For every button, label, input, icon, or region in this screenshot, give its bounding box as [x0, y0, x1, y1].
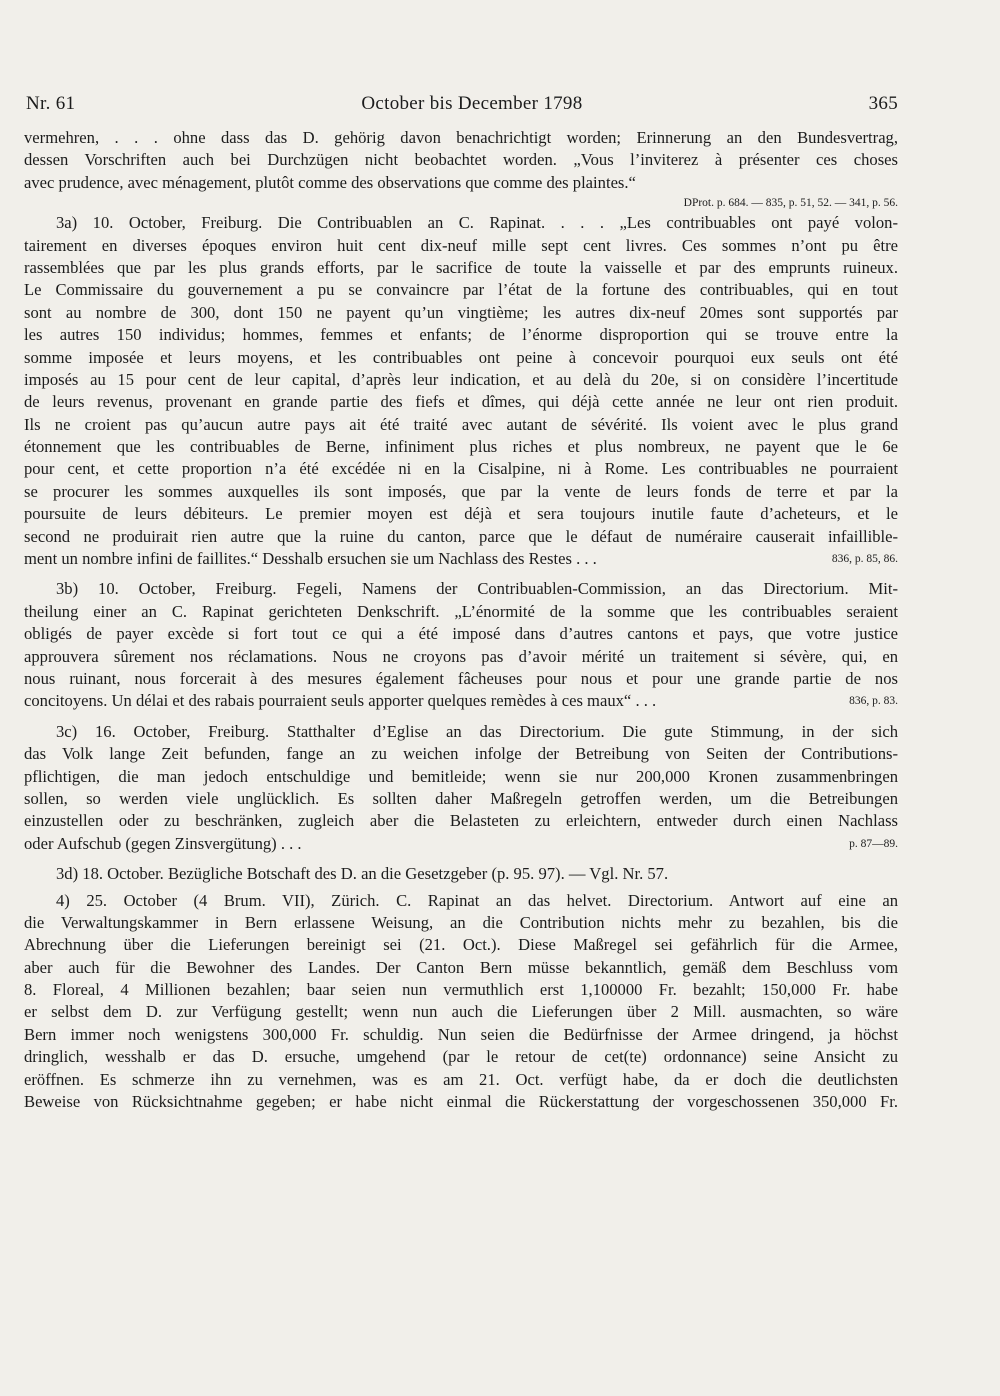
text-line: einzustellen oder zu beschränken, zugleich aber die Belasteten zu erleichtern, entweder durch einen Nachlass	[24, 811, 898, 831]
text-line: concitoyens. Un délai et des rabais pourraient seuls apporter quelques remèdes à ces maux“ . . .	[24, 691, 657, 711]
text-line: de leurs revenus, provenant en grande partie des fiefs et dîmes, qui déjà cette année ne leur ont rien produit.	[24, 392, 898, 412]
text-line: dessen Vorschriften auch bei Durchzügen nicht beobachtet worden. „Vous l’inviterez à présenter ces choses	[24, 150, 898, 170]
text-line-with-reference	[24, 833, 898, 855]
entry-3b	[24, 578, 898, 712]
text-line: rassemblées que par les plus grands efforts, par le sacrifice de toute la vaisselle et par des emprunts ruineux.	[24, 257, 898, 277]
text-line: pour cent, et cette proportion n’a été excédée ni en la Cisalpine, ni à Rome. Les contribuables ne pourraient	[24, 459, 898, 479]
text-line: die Verwaltungskammer in Bern erlassene Weisung, an die Contribution nichts mehr zu bezahlen, bis die	[24, 912, 898, 932]
text-line: nous ruinant, nous forcerait à des mesures également fâcheuses pour nous et pour une grande partie de nos	[24, 668, 898, 688]
text-line: les autres 150 individus; hommes, femmes et enfants; de l’énorme disproportion qui se trouve entre la	[24, 325, 898, 345]
text-line: Le Commissaire du gouvernement a pu se convaincre par l’état de la fortune des contribuables, qui en tout	[24, 280, 898, 300]
source-reference: 836, p. 83.	[849, 695, 898, 708]
source-reference: DProt. p. 684. — 835, p. 51, 52. — 341, p. 56.	[683, 197, 898, 210]
text-line: Abrechnung über die Lieferungen bereinigt sei (21. Oct.). Diese Maßregel sei gefährlich für die Armee,	[24, 935, 898, 955]
text-line: er selbst dem D. zur Verfügung gestellt; wenn nun auch die Lieferungen über 2 Mill. ausmachten, so wäre	[24, 1002, 898, 1022]
entry-3c	[24, 721, 898, 855]
text-line: Ils ne croient pas qu’aucun autre pays ait été traité avec autant de sévérité. Ils voient avec le plus grand	[24, 414, 898, 434]
text-line: aber auch für die Bewohner des Landes. Der Canton Bern müsse bekanntlich, gemäß dem Beschluss vom	[24, 957, 898, 977]
source-reference: p. 87—89.	[849, 837, 898, 850]
text-line: das Volk lange Zeit befunden, fange an zu weichen infolge der Betreibung von Seiten der Contributions-	[24, 744, 898, 764]
page-title: October bis December 1798	[361, 93, 583, 114]
entry-4	[24, 890, 898, 1114]
text-line: poursuite de leurs débiteurs. Le premier moyen est déjà et sera toujours inutile faute d’acheteurs, et le	[24, 504, 898, 524]
text-line: dringlich, wesshalb er das D. ersuche, umgehend (par le retour de cet(te) ordonnance) seine Ansicht zu	[24, 1047, 898, 1067]
text-line: Beweise von Rücksichtnahme gegeben; er habe nicht einmal die Rückerstattung der vorgeschossenen 350,000 Fr.	[24, 1092, 898, 1112]
text-line: ment un nombre infini de faillites.“ Desshalb ersuchen sie um Nachlass des Restes . . .	[24, 549, 597, 569]
text-line: 3b) 10. October, Freiburg. Fegeli, Namens der Contribuablen-Commission, an das Directorium. Mit-	[56, 579, 898, 599]
text-line: somme imposée et leurs moyens, et les contribuables ont peine à concevoir pourquoi eux seuls ont été	[24, 347, 898, 367]
running-header	[26, 93, 898, 115]
text-line-with-reference	[24, 548, 898, 570]
text-line: sont au nombre de 300, dont 150 ne payent qu’un vingtième; les autres dix-neuf 20mes sont supportés par	[24, 302, 898, 322]
text-line: 4) 25. October (4 Brum. VII), Zürich. C. Rapinat an das helvet. Directorium. Antwort auf eine an	[56, 890, 898, 910]
text-line: 3a) 10. October, Freiburg. Die Contribuablen an C. Rapinat. . . . „Les contribuables ont payé volon-	[56, 213, 898, 233]
text-line: eröffnen. Es schmerze ihn zu vernehmen, was es am 21. Oct. verfügt habe, da er doch die deutlichsten	[24, 1069, 898, 1089]
text-line: 3c) 16. October, Freiburg. Statthalter d’Eglise an das Directorium. Die gute Stimmung, in der sich	[56, 721, 898, 741]
entry-3d	[24, 863, 898, 885]
text-line: étonnement que les contribuables de Berne, infiniment plus riches et plus nombreux, ne payent que le 6e	[24, 437, 898, 457]
text-line: tairement en diverses époques environ huit cent dix-neuf mille sept cent livres. Ces sommes n’ont pu être	[24, 235, 898, 255]
document-number: Nr. 61	[26, 93, 76, 114]
text-line: 3d) 18. October. Bezügliche Botschaft des D. an die Gesetzgeber (p. 95. 97). — Vgl. Nr. 57.	[56, 864, 669, 884]
text-line: se procurer les sommes auxquelles ils sont imposés, que par la vente de leurs fonds de terre et par la	[24, 481, 898, 501]
page-number: 365	[868, 93, 898, 114]
body-text	[24, 127, 898, 1113]
text-line-with-reference	[24, 690, 898, 712]
text-line: approuvera sûrement nos réclamations. Nous ne croyons pas d’avoir mérité un traitement si sévère, qui, en	[24, 646, 898, 666]
text-line: theilung einer an C. Rapinat gerichteten Denkschrift. „L’énormité de la somme que les contribuables seraient	[24, 601, 898, 621]
text-line: Bern immer noch wenigstens 300,000 Fr. schuldig. Nun seien die Bedürfnisse der Armee dringend, ja höchst	[24, 1024, 898, 1044]
text-line: avec prudence, avec ménagement, plutôt comme des observations que comme des plaintes.“	[24, 172, 636, 192]
text-line: vermehren, . . . ohne dass das D. gehörig davon benachrichtigt worden; Erinnerung an den Bundesvertrag,	[24, 128, 898, 147]
text-line: pflichtigen, die man jedoch entschuldige und bemitleide; wenn sie nur 200,000 Kronen zusammenbringen	[24, 766, 898, 786]
text-line: second ne produirait rien autre que la ruine du canton, parce que le défaut de numéraire causerait infaillible-	[24, 526, 898, 546]
entry-3a	[24, 212, 898, 570]
paragraph-continuation	[24, 127, 898, 212]
text-line: 8. Floreal, 4 Millionen bezahlen; baar seien nun vermuthlich erst 1,100000 Fr. bezahlt; 150,000 Fr. habe	[24, 980, 898, 1000]
text-line: imposés au 15 pour cent de leur capital, d’après leur indication, et au delà du 20e, si on considère l’incertitude	[24, 369, 898, 389]
text-line: oder Aufschub (gegen Zinsvergütung) . . .	[24, 833, 302, 853]
text-line: obligés de payer excède si fort tout ce qui a été imposé dans d’autres cantons et pays, que votre justice	[24, 624, 898, 644]
source-reference: 836, p. 85, 86.	[831, 553, 898, 566]
text-line: sollen, so werden viele unglücklich. Es sollten daher Maßregeln getroffen werden, um die Betreibungen	[24, 788, 898, 808]
